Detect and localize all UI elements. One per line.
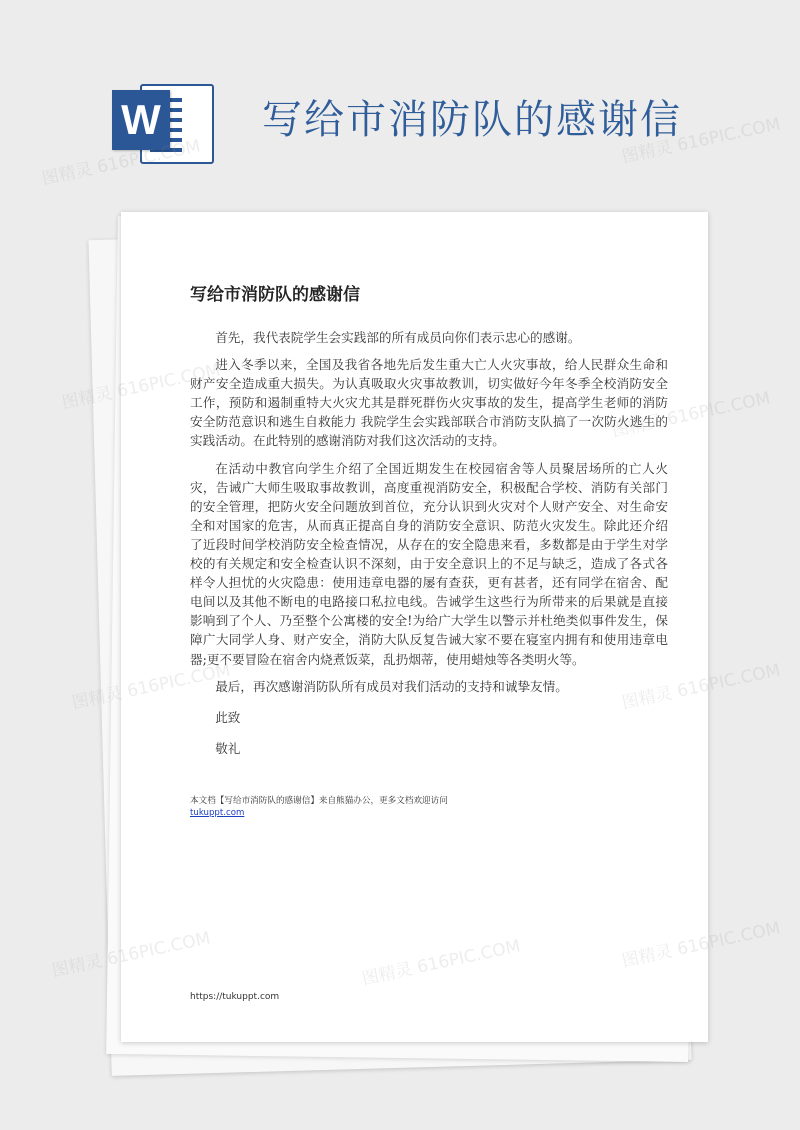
watermark-text: 616PIC.COM xyxy=(665,388,773,430)
watermark-text: 616PIC.COM xyxy=(675,660,783,702)
watermark-text: 图精灵 616PIC.COM xyxy=(620,114,783,168)
document-title: 写给市消防队的感谢信 xyxy=(190,285,360,305)
source-note-text: 本文档【写给市消防队的感谢信】来自熊猫办公，更多文档欢迎访问 xyxy=(190,796,448,806)
watermark-text: 616PIC.COM xyxy=(675,918,783,960)
watermark-text: 图精灵 xyxy=(50,951,105,982)
watermark-text: 图精灵 xyxy=(60,383,115,414)
banner-title: 写给市消防队的感谢信 xyxy=(262,97,682,143)
paragraph: 进入冬季以来，全国及我省各地先后发生重大亡人火灾事故，给人民群众生命和财产安全造成重大损失。为认真吸取火灾事故教训，切实做好今年冬季全校消防安全工作，预防和遏制重特大火灾尤其是群死群伤火灾事故的发生，提高学生老师的消防安全防范意识和逃生自救能力 我院学生会实践部联合市消防支队搞了一次防火逃生的实践活动。在此特别的感谢消防对我们这次活动的支持。 xyxy=(190,357,668,449)
closing-salutation: 此致 xyxy=(215,709,241,725)
watermark-text: 图精灵 616PIC.COM xyxy=(40,136,203,190)
paragraph: 首先，我代表院学生会实践部的所有成员向你们表示忠心的感谢。 xyxy=(215,330,581,345)
watermark-text: 图精灵 xyxy=(70,683,125,714)
source-link[interactable]: tukuppt.com xyxy=(190,808,245,818)
word-document-icon xyxy=(108,76,216,166)
banner xyxy=(0,0,800,200)
paragraph: 在活动中教官向学生介绍了全国近期发生在校园宿舍等人员聚居场所的亡人火灾，告诫广大师生吸取事故教训，高度重视消防安全，积极配合学校、消防有关部门的安全管理，把防火安全问题放到首位，充分认识到火灾对个人财产安全、对生命安全和对国家的危害，从而真正提高自身的消防安全意识、防范火灾发生。除此还介绍了近段时间学校消防安全检查情况，从存在的安全隐患来看，多数都是由于学生对学校的有关规定和安全检查认识不深刻，由于安全意识上的不足与缺乏，造成了各式各样令人担忧的火灾隐患：使用违章电器的屡有查获，更有甚者，还有同学在宿舍、配电间以及其他不断电的电路接口私拉电线。告诫学生这些行为所带来的后果就是直接影响到了个人、乃至整个公寓楼的安全!为给广大学生以警示并杜绝类似事件发生，保障广大同学人身、财产安全，消防大队反复告诫大家不要在寝室内拥有和使用违章电器;更不要冒险在宿舍内烧煮饭菜，乱扔烟蒂，使用蜡烛等各类明火等。 xyxy=(190,460,668,667)
word-logo-letter: W xyxy=(112,90,170,150)
page-url: https://tukuppt.com xyxy=(190,992,280,1002)
document-body xyxy=(190,328,668,770)
closing-regards: 敬礼 xyxy=(215,740,241,756)
document-source-note xyxy=(190,795,670,819)
paragraph: 最后，再次感谢消防队所有成员对我们活动的支持和诚挚友情。 xyxy=(215,678,568,694)
